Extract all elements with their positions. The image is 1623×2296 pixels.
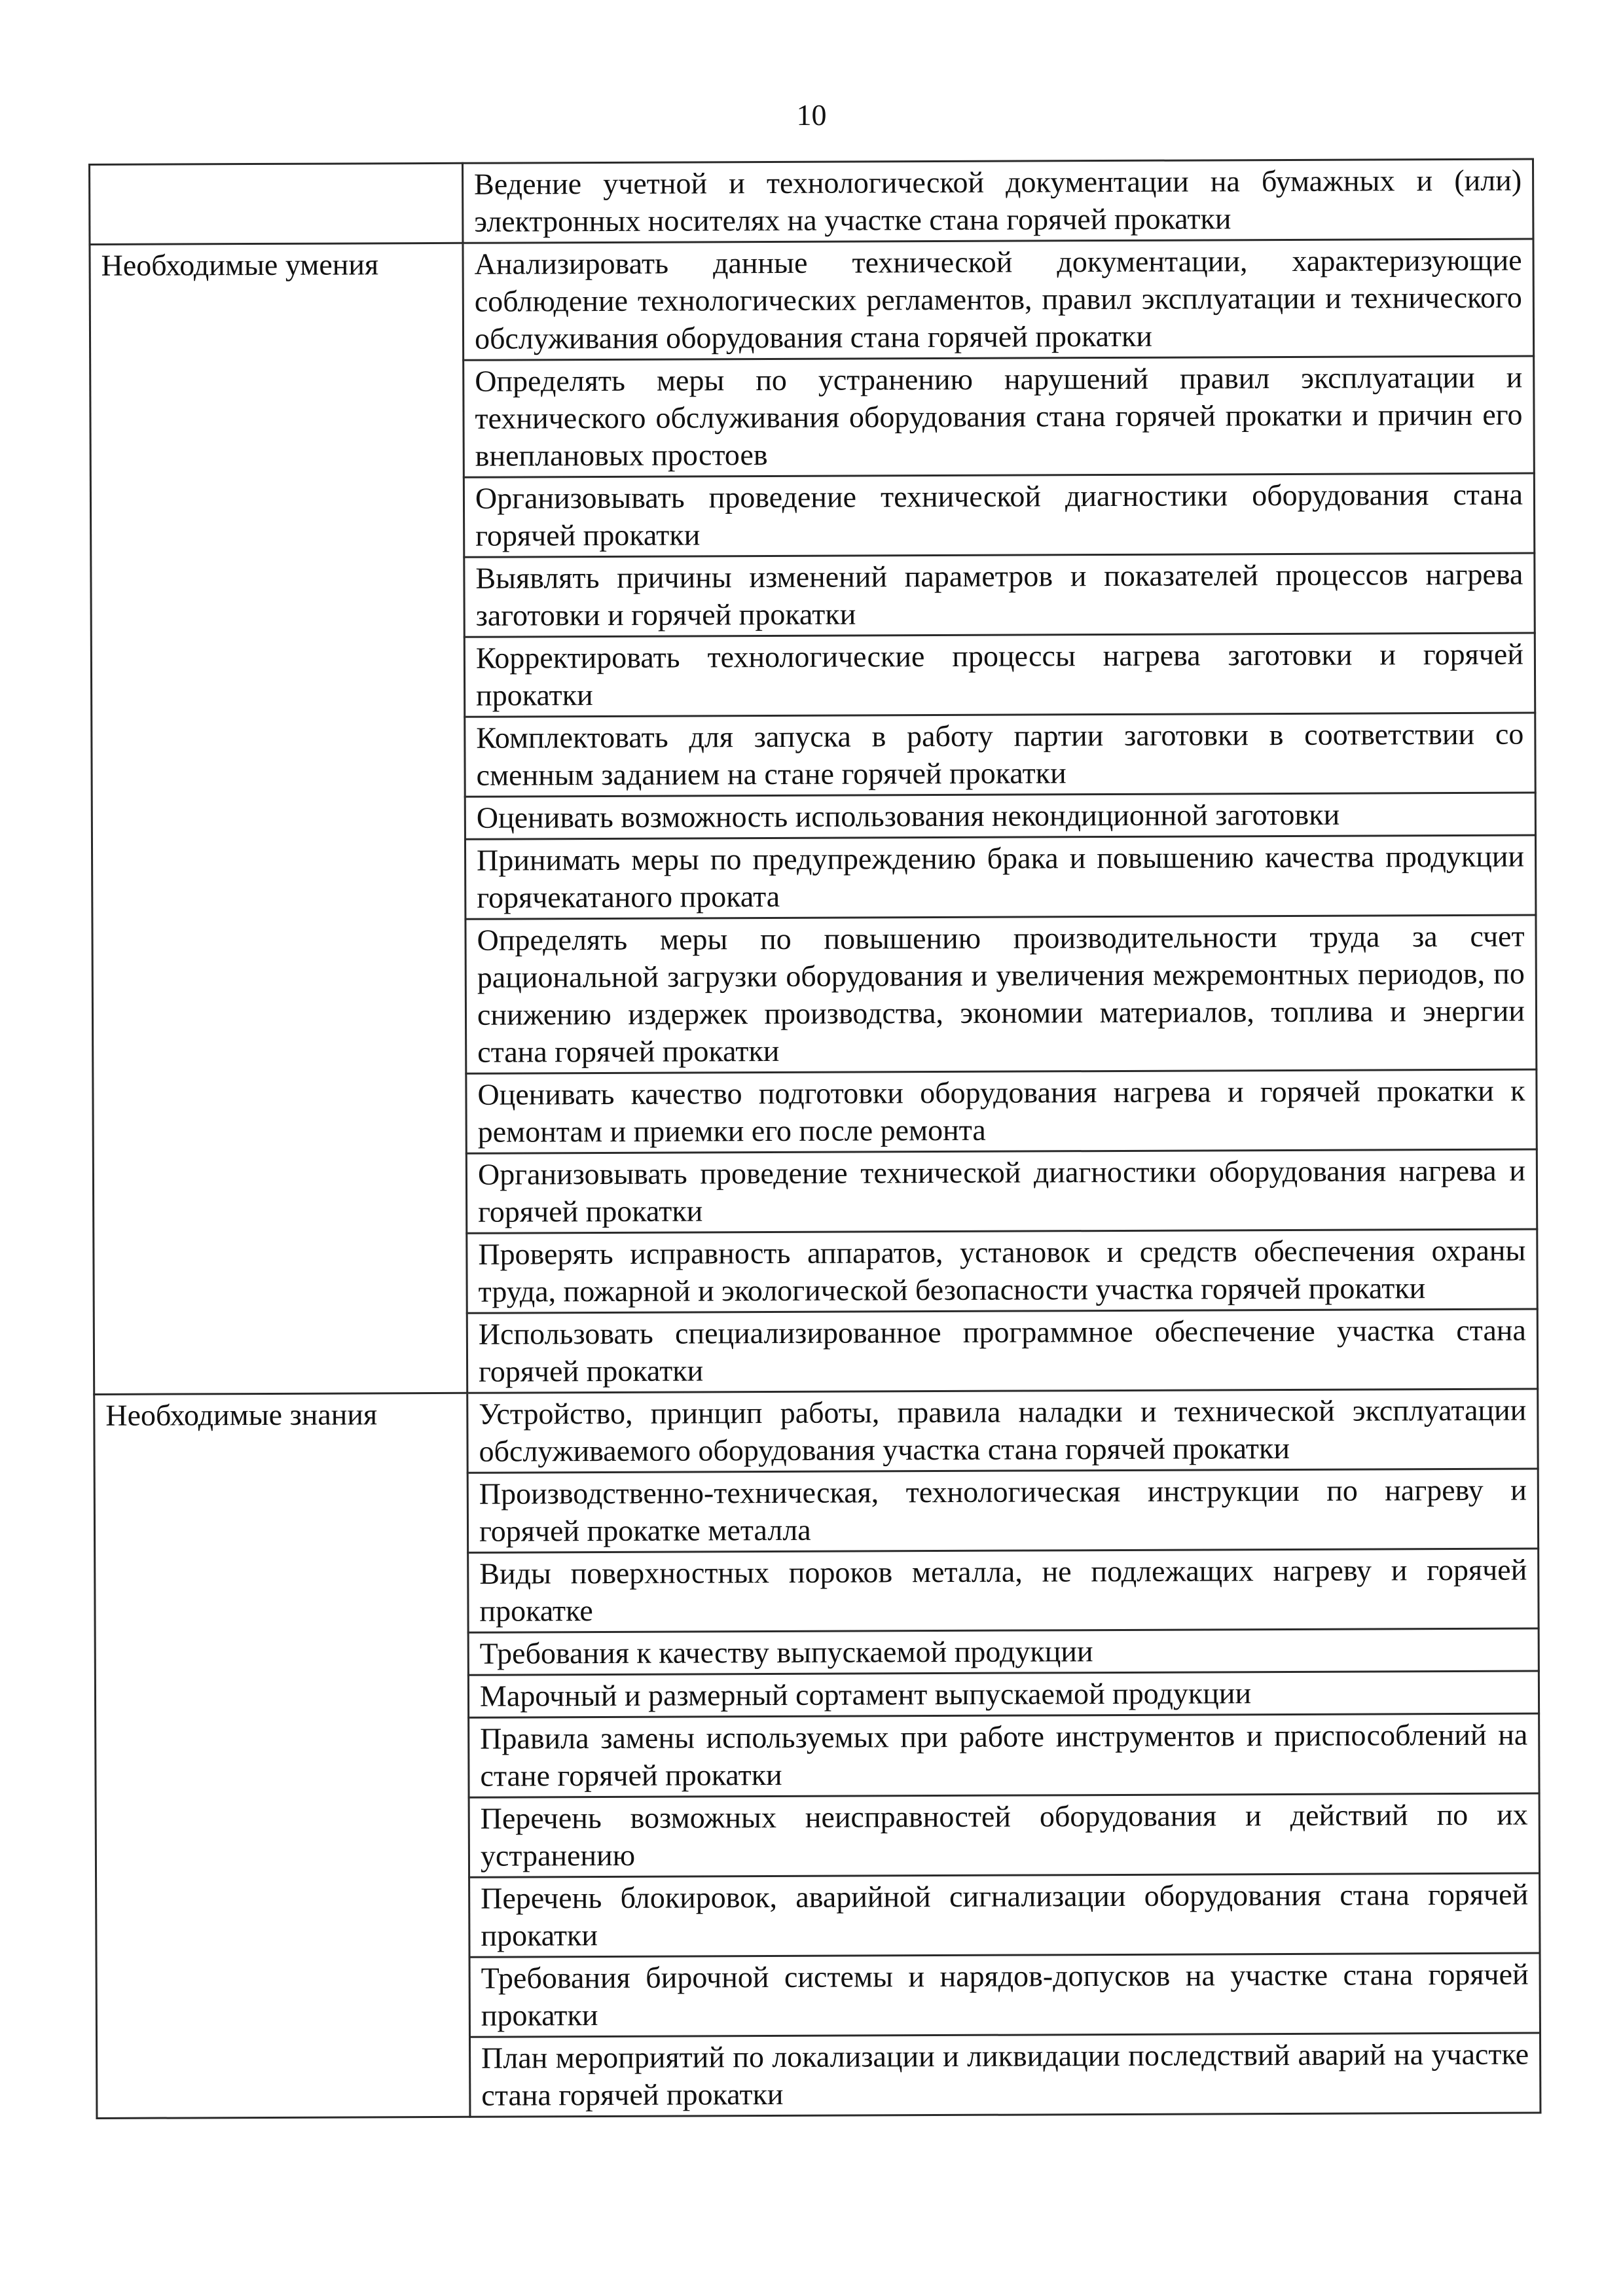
- requirement-item-cell: Устройство, принцип работы, правила наладки и технической эксплуатации обслуживаемого оборудования участка стана горячей прокатки: [467, 1389, 1538, 1473]
- requirement-item-cell: Корректировать технологические процессы нагрева заготовки и горячей прокатки: [464, 633, 1535, 717]
- requirement-item-cell: Правила замены используемых при работе инструментов и приспособлений на стане горячей прокатки: [469, 1713, 1539, 1797]
- requirement-item-cell: Организовывать проведение технической диагностики оборудования стана горячей прокатки: [464, 473, 1534, 557]
- requirement-item-cell: Требования бирочной системы и нарядов-допусков на участке стана горячей прокатки: [469, 1953, 1540, 2037]
- page-number: 10: [796, 98, 827, 132]
- requirement-item-cell: Оценивать возможность использования некондиционной заготовки: [465, 793, 1535, 839]
- table-row: [90, 159, 1533, 244]
- section-label-skills: Необходимые умения: [90, 243, 467, 1394]
- requirement-item-cell: Организовывать проведение технической диагностики оборудования нагрева и горячей прокатки: [466, 1149, 1537, 1233]
- table-row: [90, 239, 1534, 361]
- requirement-item-cell: Анализировать данные технической документации, характеризующие соблюдение технологических регламентов, правил эксплуатации и технического обслуживания оборудования стана горячей прокатки: [463, 239, 1534, 360]
- section-label-knowledge: Необходимые знания: [94, 1393, 470, 2118]
- requirements-table-body: [90, 159, 1541, 2118]
- intro-item-cell: Ведение учетной и технологической документации на бумажных и (или) электронных носителях на участке стана горячей прокатки: [463, 159, 1533, 243]
- requirements-table: [88, 158, 1541, 2119]
- requirement-item-cell: Выявлять причины изменений параметров и показателей процессов нагрева заготовки и горячей прокатки: [464, 553, 1535, 637]
- requirement-item-cell: Производственно-техническая, технологическая инструкции по нагреву и горячей прокатке металла: [467, 1469, 1538, 1552]
- requirement-item-cell: Использовать специализированное программное обеспечение участка стана горячей прокатки: [467, 1309, 1537, 1393]
- requirement-item-cell: План мероприятий по локализации и ликвидации последствий аварий на участке стана горячей прокатки: [469, 2033, 1540, 2117]
- empty-label-cell: [90, 163, 463, 244]
- requirement-item-cell: Оценивать качество подготовки оборудования нагрева и горячей прокатки к ремонтам и приемки его после ремонта: [466, 1069, 1537, 1153]
- requirement-item-cell: Комплектовать для запуска в работу партии заготовки в соответствии со сменным заданием на стане горячей прокатки: [465, 713, 1535, 797]
- requirement-item-cell: Виды поверхностных пороков металла, не подлежащих нагреву и горячей прокатке: [468, 1549, 1539, 1632]
- table-row: [94, 1389, 1538, 1474]
- requirement-item-cell: Марочный и размерный сортамент выпускаемой продукции: [468, 1671, 1539, 1717]
- requirement-item-cell: Принимать меры по предупреждению брака и повышению качества продукции горячекатаного проката: [465, 835, 1535, 919]
- requirement-item-cell: Определять меры по устранению нарушений правил эксплуатации и технического обслуживания оборудования стана горячей прокатки и причин его внеплановых простоев: [464, 356, 1535, 477]
- requirement-item-cell: Требования к качеству выпускаемой продукции: [468, 1628, 1539, 1675]
- requirement-item-cell: Определять меры по повышению производительности труда за счет рациональной загрузки оборудования и увеличения межремонтных периодов, по снижению издержек производства, экономии материалов, топлива и энергии стана горячей прокатки: [465, 915, 1537, 1073]
- requirement-item-cell: Проверять исправность аппаратов, установок и средств обеспечения охраны труда, пожарной и экологической безопасности участка горячей прокатки: [467, 1229, 1537, 1313]
- requirement-item-cell: Перечень возможных неисправностей оборудования и действий по их устранению: [469, 1793, 1539, 1877]
- requirement-item-cell: Перечень блокировок, аварийной сигнализации оборудования стана горячей прокатки: [469, 1873, 1540, 1957]
